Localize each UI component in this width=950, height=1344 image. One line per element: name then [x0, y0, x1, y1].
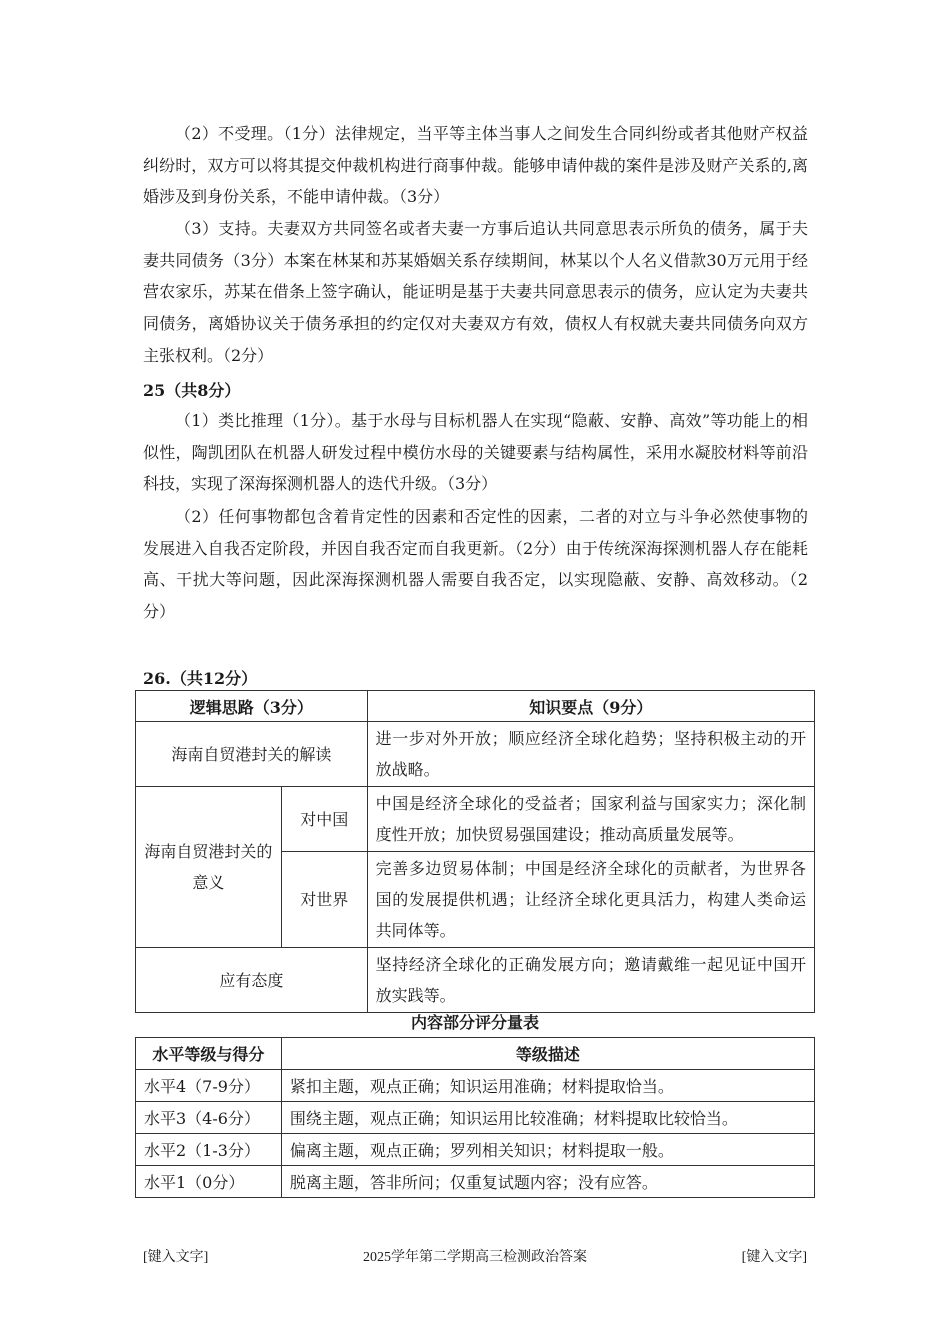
rubric-level: 水平1（0分）: [136, 1166, 282, 1198]
answer-25-2: （2）任何事物都包含着肯定性的因素和否定性的因素，二者的对立与斗争必然使事物的发展进入自我否定阶段，并因自我否定而自我更新。（2分）由于传统深海探测机器人存在能耗高、干扰大等问题，因此深海探测机器人需要自我否定，以实现隐蔽、安静、高效移动。（2分）: [143, 507, 808, 622]
row-label-significance: 海南自贸港封关的意义: [136, 787, 282, 948]
table-row: [136, 1166, 815, 1198]
table-row: [136, 722, 815, 787]
answer-24-2: （2）不受理。（1分）法律规定，当平等主体当事人之间发生合同纠纷或者其他财产权益纠纷时，双方可以将其提交仲裁机构进行商事仲裁。能够申请仲裁的案件是涉及财产关系的,离婚涉及到身份关系，不能申请仲裁。（3分）: [143, 124, 808, 207]
table-row: [136, 1134, 815, 1166]
row-sub-world: 对世界: [281, 852, 367, 948]
question-25-heading: 25（共8分）: [143, 381, 241, 400]
table-row: [136, 1070, 815, 1102]
footer-center: 2025学年第二学期高三检测政治答案: [363, 1250, 587, 1265]
header-logic: 逻辑思路（3分）: [136, 691, 368, 722]
rubric-description: 围绕主题，观点正确；知识运用比较准确；材料提取比较恰当。: [281, 1102, 814, 1134]
table-row: [136, 1102, 815, 1134]
table-row: [136, 948, 815, 1013]
rubric-table: [135, 1037, 815, 1198]
row-label-interpretation: 海南自贸港封关的解读: [136, 722, 368, 787]
rubric-description: 脱离主题，答非所问；仅重复试题内容；没有应答。: [281, 1166, 814, 1198]
knowledge-table: [135, 690, 815, 1013]
rubric-description: 紧扣主题，观点正确；知识运用准确；材料提取恰当。: [281, 1070, 814, 1102]
answer-25-1: （1）类比推理（1分）。基于水母与目标机器人在实现“隐蔽、安静、高效”等功能上的相似性，陶凯团队在机器人研发过程中模仿水母的关键要素与结构属性，采用水凝胶材料等前沿科技，实现了深海探测机器人的迭代升级。（3分）: [143, 411, 808, 494]
footer-right: [键入文字]: [741, 1250, 807, 1265]
rubric-caption: 内容部分评分量表: [410, 1013, 539, 1032]
question-26-heading: 26.（共12分）: [143, 669, 258, 688]
header-description: 等级描述: [281, 1038, 814, 1070]
row-label-attitude: 应有态度: [136, 948, 368, 1013]
answer-24-3: （3）支持。夫妻双方共同签名或者夫妻一方事后追认共同意思表示所负的债务，属于夫妻共同债务（3分）本案在林某和苏某婚姻关系存续期间，林某以个人名义借款30万元用于经营农家乐，苏某在借条上签字确认，能证明是基于夫妻共同意思表示的债务，应认定为夫妻共同债务，离婚协议关于债务承担的约定仅对夫妻双方有效，债权人有权就夫妻共同债务向双方主张权利。（2分）: [143, 219, 808, 365]
row-text-attitude: 坚持经济全球化的正确发展方向；邀请戴维一起见证中国开放实践等。: [367, 948, 814, 1013]
header-level: 水平等级与得分: [136, 1038, 282, 1070]
row-text-world: 完善多边贸易体制；中国是经济全球化的贡献者，为世界各国的发展提供机遇；让经济全球化更具活力，构建人类命运共同体等。: [367, 852, 814, 948]
row-sub-china: 对中国: [281, 787, 367, 852]
rubric-level: 水平3（4-6分）: [136, 1102, 282, 1134]
row-text-china: 中国是经济全球化的受益者；国家利益与国家实力；深化制度性开放；加快贸易强国建设；推动高质量发展等。: [367, 787, 814, 852]
rubric-level: 水平2（1-3分）: [136, 1134, 282, 1166]
rubric-header-row: [136, 1038, 815, 1070]
table-row: [136, 787, 815, 852]
footer-left: [键入文字]: [143, 1250, 209, 1265]
rubric-description: 偏离主题，观点正确；罗列相关知识；材料提取一般。: [281, 1134, 814, 1166]
rubric-level: 水平4（7-9分）: [136, 1070, 282, 1102]
row-text-interpretation: 进一步对外开放；顺应经济全球化趋势；坚持积极主动的开放战略。: [367, 722, 814, 787]
table-header-row: [136, 691, 815, 722]
header-knowledge: 知识要点（9分）: [367, 691, 814, 722]
